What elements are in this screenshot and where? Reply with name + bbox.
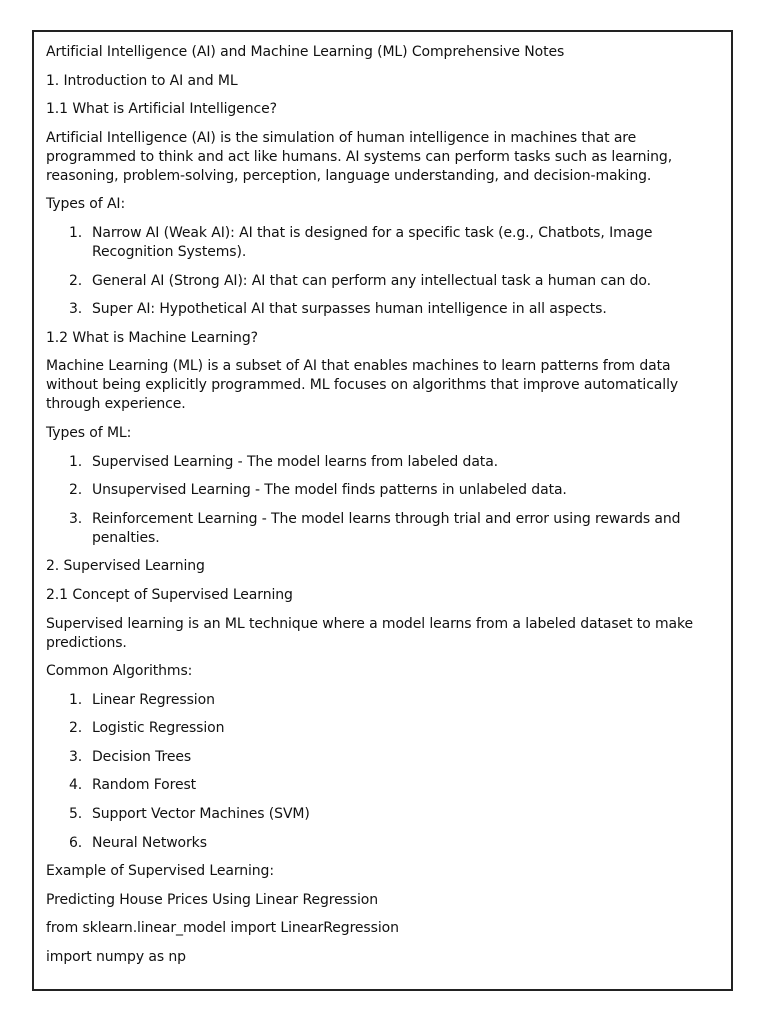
list-item (46, 776, 706, 795)
subsection-heading-concept: 2.1 Concept of Supervised Learning (46, 586, 293, 603)
document-body (46, 43, 706, 977)
list-number: 2. (69, 482, 83, 499)
list-number: 1. (69, 453, 83, 470)
list-item (46, 805, 706, 824)
list-item (46, 453, 706, 472)
subsection-heading-ml: 1.2 What is Machine Learning? (46, 329, 258, 346)
list-number: 1. (69, 224, 83, 241)
list-item-text: Random Forest (92, 777, 197, 794)
list-number: 2. (69, 272, 83, 289)
list-number: 6. (69, 834, 83, 851)
list-item-text: Logistic Regression (92, 720, 225, 737)
list-item (46, 748, 706, 767)
ai-definition-paragraph: Artificial Intelligence (AI) is the simulation of human intelligence in machines that are programmed to think and act like humans. AI systems can perform tasks such as learning, reasoning, problem-solving, perception, language understanding, and decision-making. (46, 129, 673, 184)
subsection-heading-ai: 1.1 What is Artificial Intelligence? (46, 101, 277, 118)
types-of-ml-list (46, 453, 706, 548)
document-title: Artificial Intelligence (AI) and Machine Learning (ML) Comprehensive Notes (46, 44, 565, 60)
list-item (46, 224, 706, 262)
list-item (46, 510, 706, 548)
list-item (46, 719, 706, 738)
list-item (46, 691, 706, 710)
ml-definition-paragraph: Machine Learning (ML) is a subset of AI that enables machines to learn patterns from data without being explicitly programmed. ML focuses on algorithms that improve automatically through experience. (46, 358, 679, 413)
list-item (46, 272, 706, 291)
section-heading-supervised: 2. Supervised Learning (46, 558, 205, 575)
list-item (46, 300, 706, 319)
list-item-text: Super AI: Hypothetical AI that surpasses human intelligence in all aspects. (92, 301, 607, 318)
list-number: 4. (69, 777, 83, 794)
list-number: 1. (69, 691, 83, 708)
types-of-ml-label: Types of ML: (46, 424, 132, 441)
list-item-text: Reinforcement Learning - The model learns through trial and error using rewards and penalties. (92, 510, 681, 546)
algorithms-list (46, 691, 706, 853)
code-line: import numpy as np (46, 949, 186, 966)
list-item (46, 481, 706, 500)
list-number: 3. (69, 510, 83, 527)
list-item-text: Unsupervised Learning - The model finds patterns in unlabeled data. (92, 482, 567, 499)
list-item-text: Linear Regression (92, 691, 215, 708)
algorithms-label: Common Algorithms: (46, 663, 193, 680)
list-item (46, 834, 706, 853)
code-line: from sklearn.linear_model import LinearRegression (46, 920, 399, 937)
example-title: Predicting House Prices Using Linear Regression (46, 891, 379, 908)
list-item-text: Support Vector Machines (SVM) (92, 806, 310, 823)
list-item-text: Neural Networks (92, 834, 207, 851)
list-item-text: General AI (Strong AI): AI that can perform any intellectual task a human can do. (92, 272, 651, 289)
types-of-ai-list (46, 224, 706, 319)
supervised-definition-paragraph: Supervised learning is an ML technique where a model learns from a labeled dataset to make predictions. (46, 615, 694, 651)
list-item-text: Narrow AI (Weak AI): AI that is designed for a specific task (e.g., Chatbots, Image Recognition Systems). (92, 224, 653, 260)
example-label: Example of Supervised Learning: (46, 863, 274, 880)
list-number: 3. (69, 748, 83, 765)
list-item-text: Decision Trees (92, 748, 192, 765)
list-number: 5. (69, 806, 83, 823)
section-heading-intro: 1. Introduction to AI and ML (46, 72, 238, 89)
types-of-ai-label: Types of AI: (46, 196, 126, 213)
list-number: 2. (69, 720, 83, 737)
list-item-text: Supervised Learning - The model learns from labeled data. (92, 453, 499, 470)
list-number: 3. (69, 301, 83, 318)
